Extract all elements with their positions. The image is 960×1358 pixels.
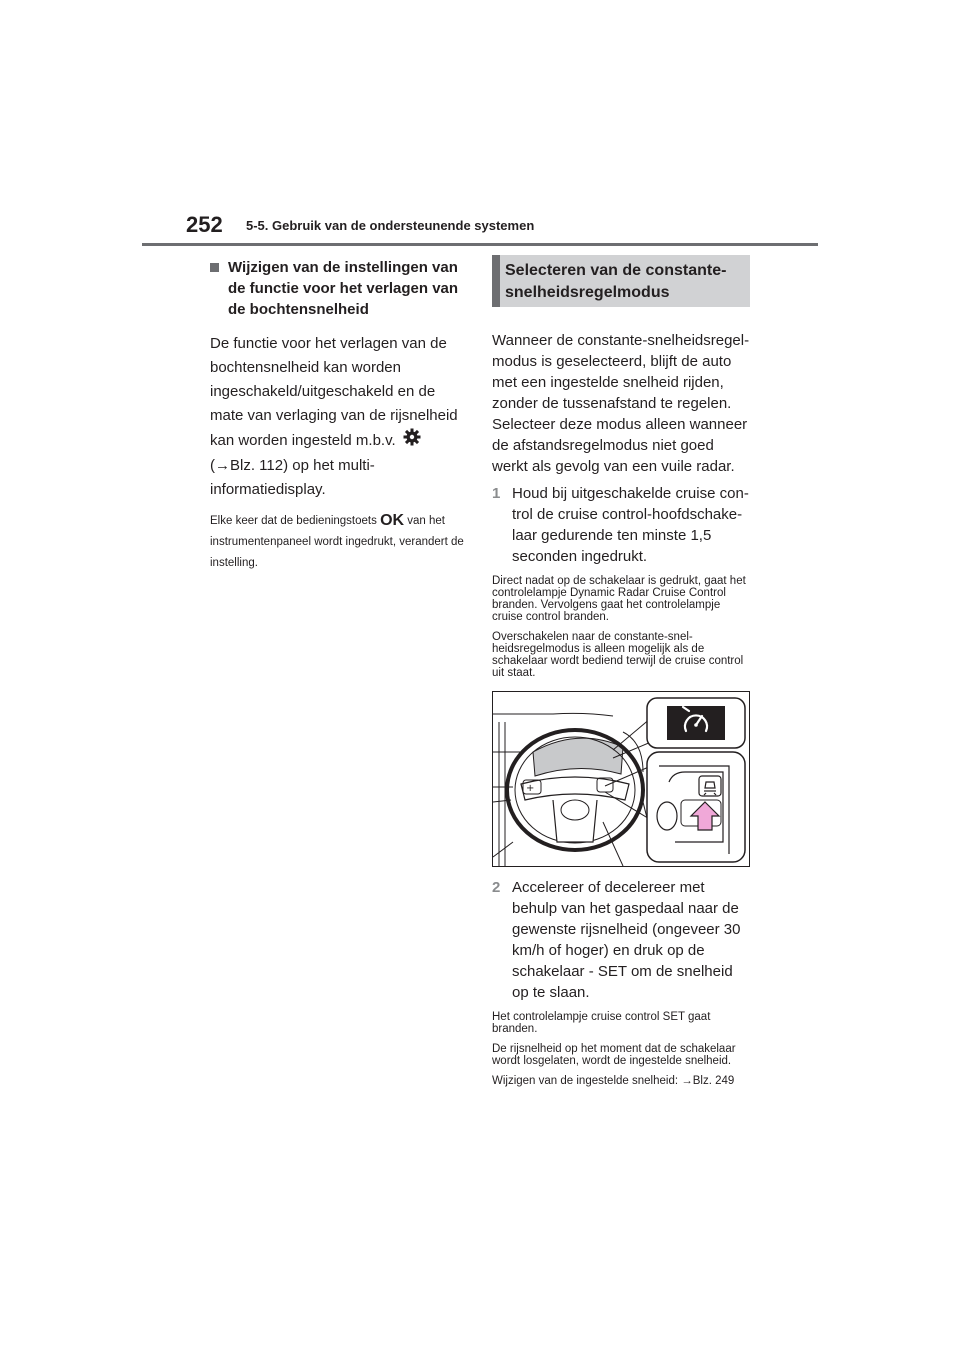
section-title: 5-5. Gebruik van de ondersteunende systemen <box>246 218 535 233</box>
step-1 <box>492 483 750 567</box>
section-heading: Selecteren van de constante-snelheidsregelmodus <box>505 262 727 301</box>
intro-paragraph: Wanneer de constante-snelheidsregelmodus is geselecteerd, blijft de auto met een ingestelde snelheid rijden, zonder de tussenafstand te regelen. Selecteer deze modus alleen wanneer de afstandsregelmodus niet goed werkt als gevolg van een vuile radar. <box>492 332 750 475</box>
left-column <box>210 257 470 574</box>
note-3: Het controlelampje cruise control SET gaat branden. <box>492 1011 711 1035</box>
heading-accent-bar <box>492 255 500 307</box>
section-heading-box <box>492 255 750 307</box>
step-number: 2 <box>492 879 501 896</box>
gear-icon <box>403 428 421 454</box>
note-4: De rijsnelheid op het moment dat de schakelaar wordt losgelaten, wordt de ingestelde snelheid. <box>492 1043 736 1067</box>
note-1: Direct nadat op de schakelaar is gedrukt, gaat het controlelampje Dynamic Radar Cruise Control branden. Vervolgens gaat het controlelampje cruise control branden. <box>492 575 746 623</box>
note-2: Overschakelen naar de constante-snelheidsregelmodus is alleen mogelijk als de schakelaar wordt bediend terwijl de cruise control uit staat. <box>492 631 744 679</box>
step-number: 1 <box>492 485 501 502</box>
body-paragraph <box>210 332 470 502</box>
steering-wheel-illustration <box>493 692 749 866</box>
subheading-text: Wijzigen van de instellingen van de functie voor het verlagen van de bochtensnelheid <box>228 259 459 318</box>
svg-text:+: + <box>526 783 535 794</box>
step-text: Accelereer of decelereer met behulp van het gaspedaal naar de gewenste rijsnelheid (ongeveer 30 km/h of hoger) en druk op de schakelaar - SET om de snelheid op te slaan. <box>512 879 741 1001</box>
square-bullet-icon <box>210 263 219 272</box>
step-2 <box>492 877 750 1003</box>
body-text-part1: De functie voor het verlagen van de bochtensnelheid kan worden ingeschakeld/uitgeschakeld en de mate van verlaging van de rijsnelheid kan worden ingesteld m.b.v. <box>210 335 458 449</box>
right-column <box>492 330 750 1087</box>
steering-wheel-figure <box>492 691 750 867</box>
subheading <box>210 257 470 320</box>
step-text: Houd bij uitgeschakelde cruise control de cruise control-hoofdschakelaar gedurende ten minste 1,5 seconden ingedrukt. <box>512 485 749 565</box>
ok-button-icon: OK <box>380 512 405 529</box>
header-rule <box>142 243 818 246</box>
note-paragraph <box>210 510 470 574</box>
page-number: 252 <box>186 212 223 237</box>
note-5: Wijzigen van de ingestelde snelheid: →Blz. 249 <box>492 1075 735 1087</box>
note-text-part2: van het instrumentenpaneel wordt ingedrukt, verandert de instelling. <box>210 515 464 569</box>
body-text-part2: (→Blz. 112) op het multi-informatiedisplay. <box>210 457 375 498</box>
note-text-part1: Elke keer dat de bedieningstoets <box>210 515 377 527</box>
